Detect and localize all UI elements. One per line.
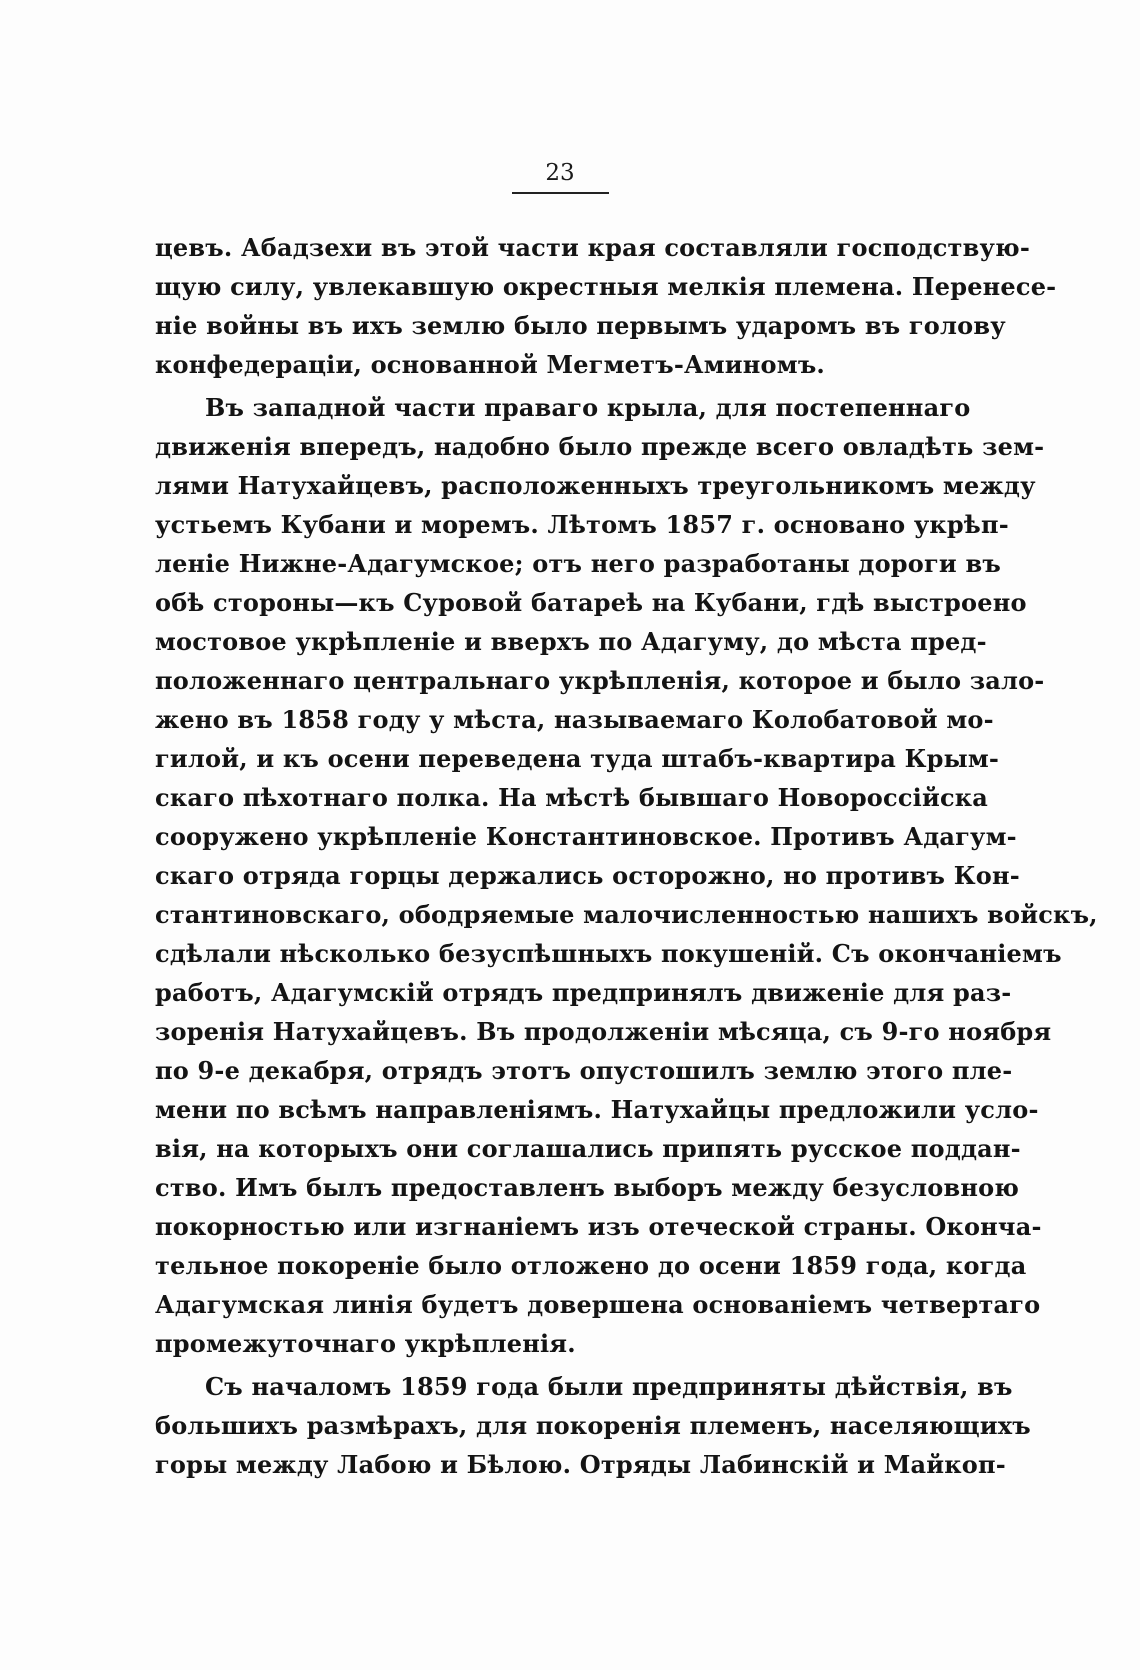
text-line: цевъ. Абадзехи въ этой части края составляли господствую- <box>155 233 1031 262</box>
text-line: тельное покореніе было отложено до осени 1859 года, когда <box>155 1251 1027 1280</box>
text-line: Съ началомъ 1859 года были предприняты дѣйствія, въ <box>205 1372 1013 1401</box>
paragraph-1 <box>155 228 1057 384</box>
text-line: горы между Лабою и Бѣлою. Отряды Лабинскій и Майкоп- <box>155 1450 1006 1479</box>
text-line: скаго пѣхотнаго полка. На мѣстѣ бывшаго Новороссійска <box>155 783 989 812</box>
text-line: движенія впередъ, надобно было прежде всего овладѣть зем- <box>155 432 1045 461</box>
text-line: лями Натухайцевъ, расположенныхъ треугольникомъ между <box>155 471 1036 500</box>
text-line: покорностью или изгнаніемъ изъ отеческой страны. Оконча- <box>155 1212 1042 1241</box>
text-line: жено въ 1858 году у мѣста, называемаго Колобатовой мо- <box>155 705 994 734</box>
text-line: Адагумская линія будетъ довершена основаніемъ четвертаго <box>155 1290 1041 1319</box>
text-line: положеннаго центральнаго укрѣпленія, которое и было зало- <box>155 666 1045 695</box>
page-number-rule <box>512 192 609 194</box>
text-line: мостовое укрѣпленіе и вверхъ по Адагуму, до мѣста пред- <box>155 627 987 656</box>
text-line: промежуточнаго укрѣпленія. <box>155 1329 576 1358</box>
text-line: зоренія Натухайцевъ. Въ продолженіи мѣсяца, съ 9-го ноября <box>155 1017 1052 1046</box>
text-line: гилой, и къ осени переведена туда штабъ-квартира Крым- <box>155 744 1000 773</box>
text-line: Въ западной части праваго крыла, для постепеннаго <box>205 393 971 422</box>
text-line: вія, на которыхъ они соглашались припять русское поддан- <box>155 1134 1021 1163</box>
text-line: большихъ размѣрахъ, для покоренія племенъ, населяющихъ <box>155 1411 1031 1440</box>
text-line: по 9-е декабря, отрядъ этотъ опустошилъ землю этого пле- <box>155 1056 1013 1085</box>
text-line: устьемъ Кубани и моремъ. Лѣтомъ 1857 г. основано укрѣп- <box>155 510 1009 539</box>
text-line: леніе Нижне-Адагумское; отъ него разработаны дороги въ <box>155 549 1001 578</box>
paragraph-2 <box>155 388 1098 1363</box>
text-line: ніе войны въ ихъ землю было первымъ ударомъ въ голову <box>155 311 1006 340</box>
text-line: стантиновскаго, ободряемые малочисленностью нашихъ войскъ, <box>155 900 1098 929</box>
body-text <box>155 228 1098 1484</box>
text-line: сооружено укрѣпленіе Константиновское. Противъ Адагум- <box>155 822 1017 851</box>
text-line: мени по всѣмъ направленіямъ. Натухайцы предложили усло- <box>155 1095 1039 1124</box>
text-line: ство. Имъ былъ предоставленъ выборъ между безусловною <box>155 1173 1020 1202</box>
page-number: 23 <box>545 160 575 186</box>
text-line: скаго отряда горцы держались осторожно, но противъ Кон- <box>155 861 1020 890</box>
text-line: конфедераціи, основанной Мегметъ-Аминомъ. <box>155 350 825 379</box>
paragraph-3 <box>155 1367 1031 1484</box>
text-line: обѣ стороны—къ Суровой батареѣ на Кубани, гдѣ выстроено <box>155 588 1027 617</box>
text-line: работъ, Адагумскій отрядъ предпринялъ движеніе для раз- <box>155 978 1012 1007</box>
text-line: сдѣлали нѣсколько безуспѣшныхъ покушеній. Съ окончаніемъ <box>155 939 1062 968</box>
text-line: щую силу, увлекавшую окрестныя мелкія племена. Перенесе- <box>155 272 1057 301</box>
